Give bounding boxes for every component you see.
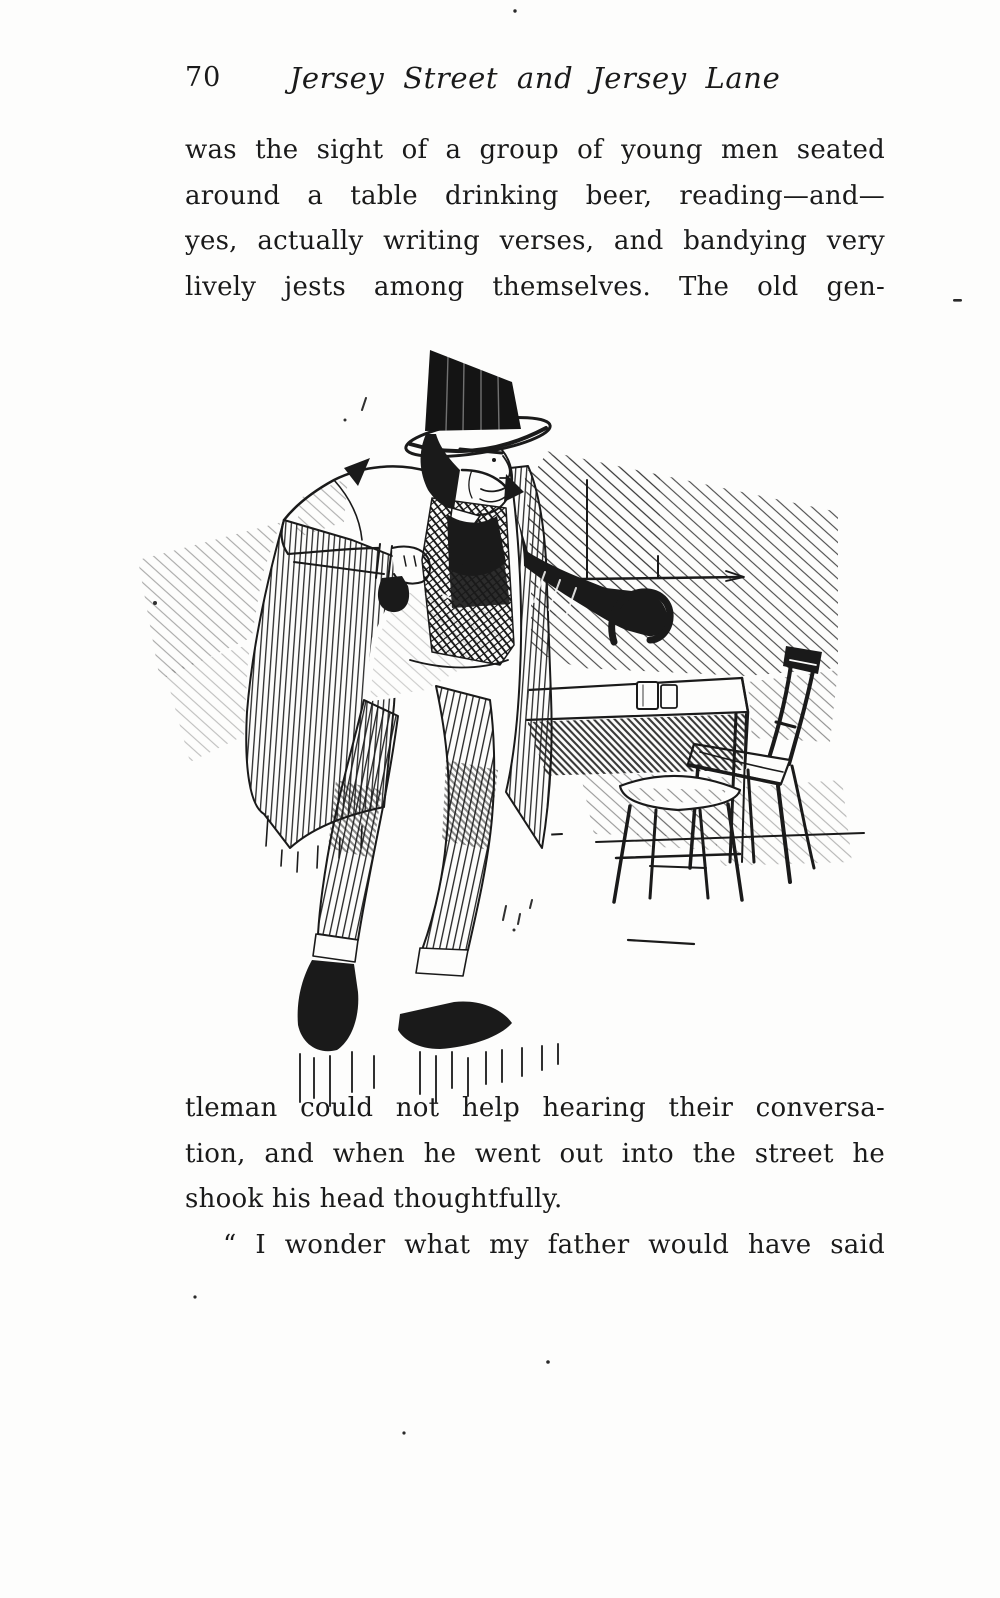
smile	[481, 486, 508, 491]
stool	[614, 776, 742, 902]
page-number: 70	[185, 62, 222, 93]
text-line: lively jests among themselves. The old gen-	[185, 271, 885, 302]
top-hat	[425, 350, 521, 431]
floor-lines	[524, 833, 864, 944]
glass	[661, 685, 677, 708]
page-header	[185, 56, 885, 100]
text-line: tion, and when he went out into the street he	[185, 1138, 885, 1169]
cravat	[447, 514, 506, 576]
paragraph-bottom	[185, 1086, 885, 1268]
shoe	[398, 1001, 512, 1049]
hand-on-hip	[392, 546, 430, 583]
gentleman-figure	[242, 348, 670, 1058]
trouser-leg	[422, 686, 494, 950]
floor-shadow-strokes	[153, 398, 558, 1106]
wall-hatching	[138, 446, 852, 866]
collar	[450, 508, 480, 534]
coat-tail	[246, 520, 408, 848]
text-line: was the sight of a group of young men seated	[185, 135, 885, 165]
glass	[637, 682, 658, 709]
text-line: shook his head thoughtfully.	[185, 1184, 563, 1214]
table	[525, 678, 748, 862]
text-line: around a table drinking beer, reading—and—	[185, 180, 885, 211]
running-title: Jersey Street and Jersey Lane	[289, 61, 781, 95]
gloves	[378, 576, 409, 612]
text-line: yes, actually writing verses, and bandying very	[185, 226, 885, 256]
hair-sideburn	[421, 434, 460, 509]
shoe	[298, 960, 359, 1051]
trouser-leg	[318, 700, 398, 940]
waistcoat	[422, 498, 514, 665]
hat-brim	[403, 410, 552, 464]
watch-chain	[440, 592, 470, 610]
text-line: tleman could not help hearing their conversa-	[185, 1093, 885, 1123]
nose	[500, 456, 510, 478]
cane-hook	[612, 592, 670, 642]
forward-arm	[512, 500, 668, 636]
paragraph-top	[185, 128, 885, 310]
text-line: “ I wonder what my father would have said	[223, 1229, 885, 1260]
chair	[688, 646, 822, 882]
eye	[492, 458, 496, 462]
